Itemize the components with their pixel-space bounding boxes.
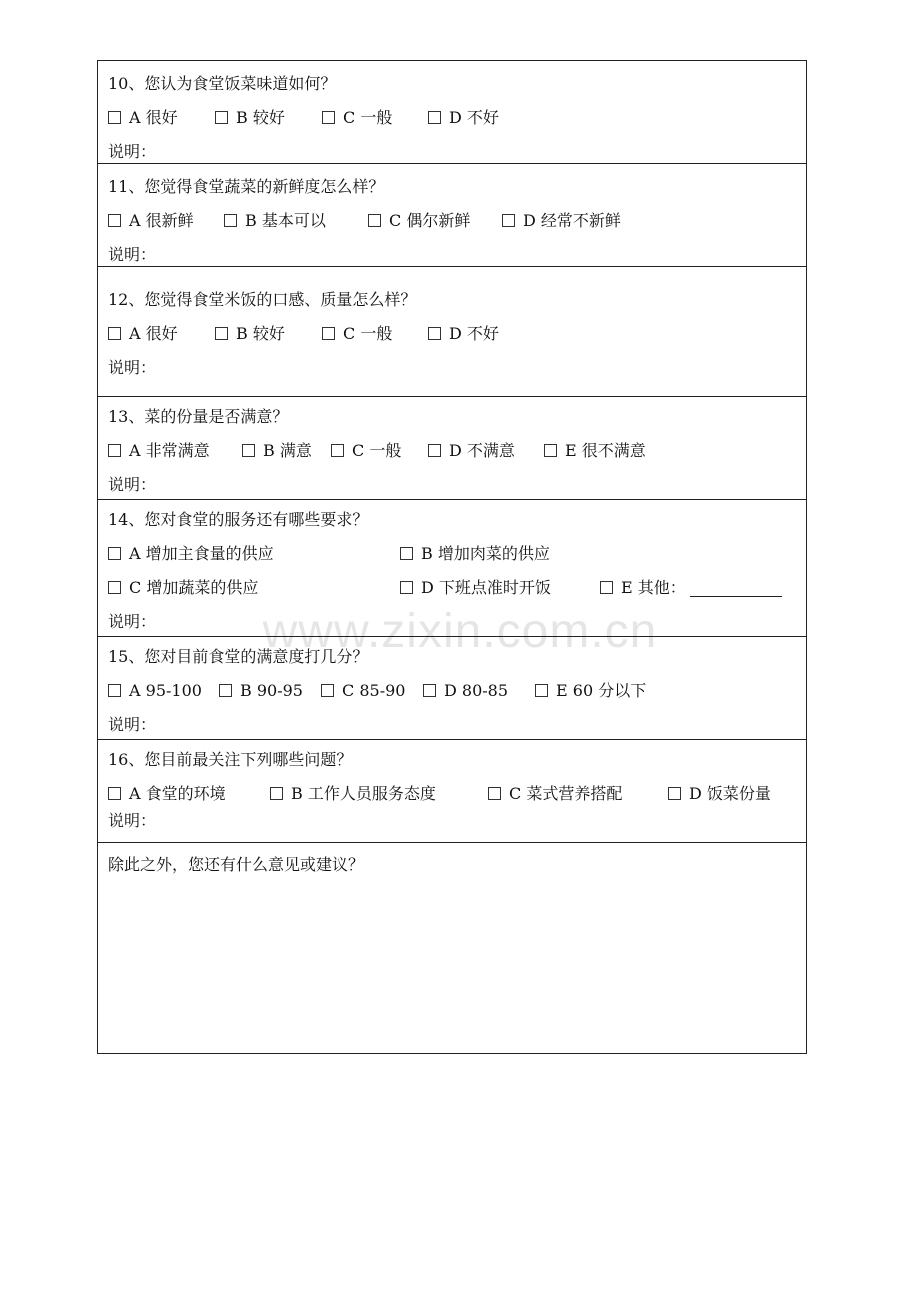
checkbox[interactable] bbox=[428, 444, 441, 457]
checkbox[interactable] bbox=[219, 684, 232, 697]
checkbox[interactable] bbox=[108, 214, 121, 227]
checkbox[interactable] bbox=[108, 581, 121, 594]
other-input[interactable] bbox=[690, 576, 782, 597]
options-row bbox=[108, 434, 796, 468]
option-c[interactable]: C 一般 bbox=[331, 434, 427, 468]
options-row bbox=[108, 777, 796, 811]
option-d[interactable]: D 不好 bbox=[428, 101, 525, 135]
suggestions-box[interactable] bbox=[98, 843, 806, 1053]
checkbox[interactable] bbox=[215, 111, 228, 124]
question-title: 16、您目前最关注下列哪些问题？ bbox=[108, 750, 353, 769]
checkbox[interactable] bbox=[108, 547, 121, 560]
question-title: 11、您觉得食堂蔬菜的新鲜度怎么样？ bbox=[108, 177, 385, 196]
option-b[interactable]: B 较好 bbox=[215, 101, 311, 135]
checkbox[interactable] bbox=[321, 684, 334, 697]
survey-table bbox=[97, 60, 807, 1054]
note-label: 说明： bbox=[108, 475, 157, 494]
note-label: 说明： bbox=[108, 245, 157, 264]
question-title: 10、您认为食堂饭菜味道如何？ bbox=[108, 74, 337, 93]
option-d[interactable]: D 下班点准时开饭 bbox=[400, 571, 577, 605]
option-b[interactable]: B 90-95 bbox=[219, 674, 329, 708]
option-c[interactable]: C 一般 bbox=[322, 101, 418, 135]
option-a[interactable]: A 非常满意 bbox=[108, 434, 236, 468]
checkbox[interactable] bbox=[502, 214, 515, 227]
checkbox[interactable] bbox=[215, 327, 228, 340]
checkbox[interactable] bbox=[322, 111, 335, 124]
option-b[interactable]: B 增加肉菜的供应 bbox=[400, 537, 576, 571]
option-c[interactable]: C 85-90 bbox=[321, 674, 431, 708]
option-a[interactable]: A 95-100 bbox=[108, 674, 228, 708]
checkbox[interactable] bbox=[488, 787, 501, 800]
suggestions-title: 除此之外，您还有什么意见或建议？ bbox=[108, 855, 365, 874]
option-b[interactable]: B 工作人员服务态度 bbox=[270, 777, 462, 811]
options-row bbox=[108, 204, 796, 238]
checkbox[interactable] bbox=[108, 787, 121, 800]
option-e[interactable]: E 很不满意 bbox=[544, 434, 672, 468]
checkbox[interactable] bbox=[428, 111, 441, 124]
options-row-1 bbox=[108, 537, 796, 571]
checkbox[interactable] bbox=[400, 581, 413, 594]
option-a[interactable]: A 很新鲜 bbox=[108, 204, 220, 238]
question-title: 13、菜的份量是否满意？ bbox=[108, 407, 289, 426]
checkbox[interactable] bbox=[668, 787, 681, 800]
option-e[interactable]: E 60 分以下 bbox=[535, 674, 672, 708]
checkbox[interactable] bbox=[224, 214, 237, 227]
question-12 bbox=[98, 267, 806, 397]
options-row bbox=[108, 101, 796, 135]
options-row bbox=[108, 674, 796, 708]
option-b[interactable]: B 较好 bbox=[215, 317, 311, 351]
option-a[interactable]: A 食堂的环境 bbox=[108, 777, 252, 811]
checkbox[interactable] bbox=[428, 327, 441, 340]
option-c[interactable]: C 偶尔新鲜 bbox=[368, 204, 496, 238]
option-d[interactable]: D 不满意 bbox=[428, 434, 541, 468]
checkbox[interactable] bbox=[108, 444, 121, 457]
checkbox[interactable] bbox=[242, 444, 255, 457]
question-14 bbox=[98, 500, 806, 637]
question-16 bbox=[98, 740, 806, 843]
option-d[interactable]: D 80-85 bbox=[423, 674, 534, 708]
question-title: 15、您对目前食堂的满意度打几分？ bbox=[108, 647, 369, 666]
checkbox[interactable] bbox=[270, 787, 283, 800]
note-label: 说明： bbox=[108, 811, 157, 830]
checkbox[interactable] bbox=[108, 327, 121, 340]
option-c[interactable]: C 增加蔬菜的供应 bbox=[108, 571, 284, 605]
checkbox[interactable] bbox=[322, 327, 335, 340]
option-b[interactable]: B 基本可以 bbox=[224, 204, 352, 238]
option-d[interactable]: D 不好 bbox=[428, 317, 525, 351]
note-label: 说明： bbox=[108, 715, 157, 734]
option-d[interactable]: D 经常不新鲜 bbox=[502, 204, 647, 238]
note-label: 说明： bbox=[108, 612, 157, 631]
options-row-2 bbox=[108, 571, 796, 605]
option-b[interactable]: B 满意 bbox=[242, 434, 338, 468]
checkbox[interactable] bbox=[423, 684, 436, 697]
question-10 bbox=[98, 61, 806, 164]
checkbox[interactable] bbox=[400, 547, 413, 560]
watermark: www.zixin.com.cn bbox=[262, 605, 658, 658]
options-row bbox=[108, 317, 796, 351]
option-e[interactable]: E 其他： bbox=[600, 571, 782, 605]
option-c[interactable]: C 一般 bbox=[322, 317, 418, 351]
question-title: 14、您对食堂的服务还有哪些要求？ bbox=[108, 510, 369, 529]
note-label: 说明： bbox=[108, 142, 157, 161]
question-15 bbox=[98, 637, 806, 740]
option-d[interactable]: D 饭菜份量 bbox=[668, 777, 771, 811]
option-a[interactable]: A 很好 bbox=[108, 317, 204, 351]
checkbox[interactable] bbox=[108, 684, 121, 697]
option-a[interactable]: A 增加主食量的供应 bbox=[108, 537, 300, 571]
checkbox[interactable] bbox=[544, 444, 557, 457]
checkbox[interactable] bbox=[331, 444, 344, 457]
checkbox[interactable] bbox=[600, 581, 613, 594]
checkbox[interactable] bbox=[535, 684, 548, 697]
question-title: 12、您觉得食堂米饭的口感、质量怎么样？ bbox=[108, 290, 417, 309]
note-label: 说明： bbox=[108, 358, 157, 377]
question-13 bbox=[98, 397, 806, 500]
checkbox[interactable] bbox=[108, 111, 121, 124]
question-11 bbox=[98, 164, 806, 267]
checkbox[interactable] bbox=[368, 214, 381, 227]
option-a[interactable]: A 很好 bbox=[108, 101, 204, 135]
option-c[interactable]: C 菜式营养搭配 bbox=[488, 777, 648, 811]
